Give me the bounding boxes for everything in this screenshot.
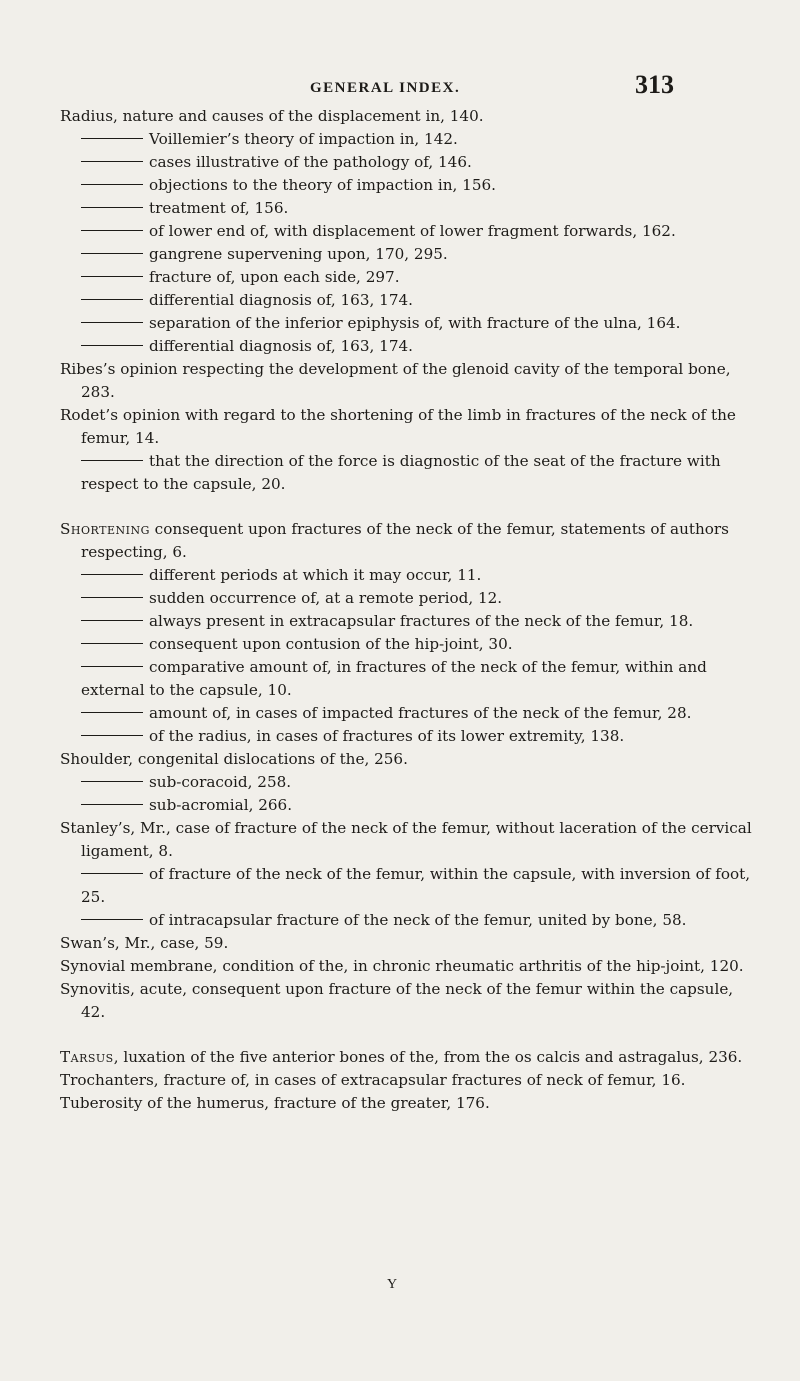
index-subentry: [60, 633, 760, 656]
index-entry: [60, 358, 760, 404]
index-subentry: [60, 151, 760, 174]
entry-text: comparative amount of, in fractures of the neck of the femur, within and external to the capsule, 10.: [81, 658, 707, 699]
index-subentry: [60, 725, 760, 748]
entry-text: of fracture of the neck of the femur, within the capsule, with inversion of foot, 25.: [81, 865, 751, 906]
entry-text: fracture of, upon each side, 297.: [149, 268, 400, 286]
index-subentry: [60, 243, 760, 266]
ditto-dash: [81, 230, 143, 231]
entry-text: amount of, in cases of impacted fractures of the neck of the femur, 28.: [149, 704, 692, 722]
ditto-dash: [81, 161, 143, 162]
section-gap: [60, 1024, 760, 1046]
ditto-dash: [81, 253, 143, 254]
entry-text: sub-coracoid, 258.: [149, 773, 292, 791]
entry-text: Ribes’s opinion respecting the development of the glenoid cavity of the temporal bone, 283.: [60, 360, 731, 401]
entry-text: gangrene supervening upon, 170, 295.: [149, 245, 448, 263]
page-number: 313: [635, 70, 674, 99]
index-subentry: [60, 610, 760, 633]
index-entry: [60, 518, 760, 564]
ditto-dash: [81, 460, 143, 461]
ditto-dash: [81, 322, 143, 323]
ditto-dash: [81, 207, 143, 208]
entry-text: consequent upon fractures of the neck of the femur, statements of authors respecting, 6.: [81, 520, 729, 561]
entry-text: Trochanters, fracture of, in cases of extracapsular fractures of neck of femur, 16.: [60, 1071, 686, 1089]
index-entry: [60, 955, 760, 978]
entry-text: differential diagnosis of, 163, 174.: [149, 291, 413, 309]
entry-text: different periods at which it may occur, 11.: [149, 566, 482, 584]
index-subentry: [60, 771, 760, 794]
index-subentry: [60, 197, 760, 220]
entry-text: of the radius, in cases of fractures of its lower extremity, 138.: [149, 727, 625, 745]
section-lead-word: Shortening: [60, 520, 150, 538]
entry-text: Synovitis, acute, consequent upon fracture of the neck of the femur within the capsule, 42.: [60, 980, 734, 1021]
entry-text: Radius, nature and causes of the displacement in, 140.: [60, 107, 484, 125]
index-subentry: [60, 564, 760, 587]
entry-text: , luxation of the five anterior bones of the, from the os calcis and astragalus, 236.: [113, 1048, 743, 1066]
section-gap: [60, 496, 760, 518]
ditto-dash: [81, 781, 143, 782]
entry-text: cases illustrative of the pathology of, 146.: [149, 153, 472, 171]
index-subentry: [60, 656, 760, 702]
index-subentry: [60, 909, 760, 932]
index-entry: [60, 105, 760, 128]
section-lead-word: Tarsus: [60, 1048, 114, 1066]
index-subentry: [60, 863, 760, 909]
index-entry: [60, 1069, 760, 1092]
ditto-dash: [81, 735, 143, 736]
index-entry: [60, 404, 760, 450]
entry-text: of intracapsular fracture of the neck of the femur, united by bone, 58.: [149, 911, 687, 929]
ditto-dash: [81, 666, 143, 667]
index-subentry: [60, 289, 760, 312]
index-subentry: [60, 587, 760, 610]
ditto-dash: [81, 873, 143, 874]
ditto-dash: [81, 345, 143, 346]
index-entry: [60, 748, 760, 771]
ditto-dash: [81, 597, 143, 598]
ditto-dash: [81, 574, 143, 575]
ditto-dash: [81, 643, 143, 644]
ditto-dash: [81, 620, 143, 621]
ditto-dash: [81, 138, 143, 139]
entry-text: that the direction of the force is diagnostic of the seat of the fracture with respect to the capsule, 20.: [81, 452, 721, 493]
entry-text: Shoulder, congenital dislocations of the, 256.: [60, 750, 408, 768]
ditto-dash: [81, 712, 143, 713]
entry-text: Synovial membrane, condition of the, in chronic rheumatic arthritis of the hip-joint, 120.: [60, 957, 744, 975]
entry-text: objections to the theory of impaction in, 156.: [149, 176, 496, 194]
ditto-dash: [81, 276, 143, 277]
signature-mark: Y: [387, 1277, 398, 1292]
index-subentry: [60, 702, 760, 725]
entry-text: separation of the inferior epiphysis of, with fracture of the ulna, 164.: [149, 314, 681, 332]
entry-text: treatment of, 156.: [149, 199, 289, 217]
index-subentry: [60, 174, 760, 197]
index-subentry: [60, 335, 760, 358]
entry-text: Swan’s, Mr., case, 59.: [60, 934, 229, 952]
entry-text: always present in extracapsular fractures of the neck of the femur, 18.: [149, 612, 694, 630]
entry-text: Tuberosity of the humerus, fracture of the greater, 176.: [60, 1094, 490, 1112]
index-entry: [60, 978, 760, 1024]
index-subentry: [60, 794, 760, 817]
index-subentry: [60, 312, 760, 335]
ditto-dash: [81, 919, 143, 920]
index-subentry: [60, 220, 760, 243]
running-head: GENERAL INDEX.: [310, 80, 461, 96]
index-subentry: [60, 450, 760, 496]
entry-text: Rodet’s opinion with regard to the shortening of the limb in fractures of the neck of the femur, 14.: [60, 406, 736, 447]
index-entry: [60, 817, 760, 863]
index-subentry: [60, 266, 760, 289]
ditto-dash: [81, 299, 143, 300]
index-entry: [60, 1046, 760, 1069]
entry-text: consequent upon contusion of the hip-joint, 30.: [149, 635, 513, 653]
ditto-dash: [81, 804, 143, 805]
ditto-dash: [81, 184, 143, 185]
entry-text: sub-acromial, 266.: [149, 796, 293, 814]
entry-text: Stanley’s, Mr., case of fracture of the neck of the femur, without laceration of the cervical ligament, 8.: [60, 819, 752, 860]
index-entry: [60, 1092, 760, 1115]
entry-text: Voillemier’s theory of impaction in, 142.: [149, 130, 458, 148]
entry-text: differential diagnosis of, 163, 174.: [149, 337, 413, 355]
index-entries: [60, 105, 760, 1115]
index-entry: [60, 932, 760, 955]
entry-text: sudden occurrence of, at a remote period, 12.: [149, 589, 503, 607]
index-subentry: [60, 128, 760, 151]
entry-text: of lower end of, with displacement of lower fragment forwards, 162.: [149, 222, 676, 240]
